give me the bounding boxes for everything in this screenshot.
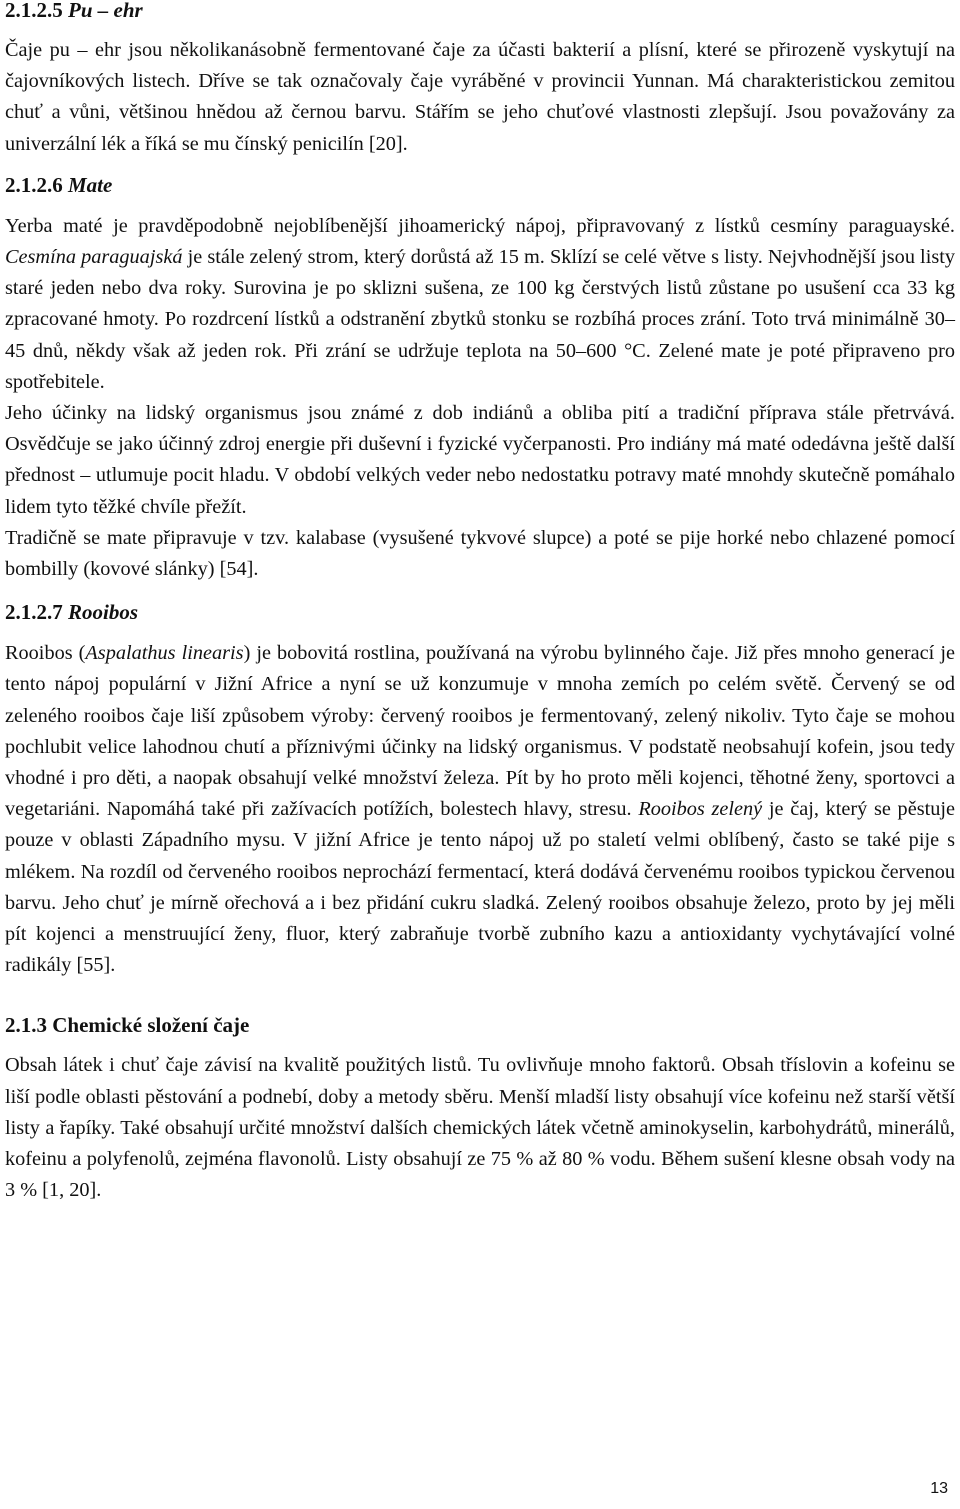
section-title: Mate <box>68 172 113 197</box>
section-heading-puerh <box>5 0 955 24</box>
paragraph-text: je stále zelený strom, který dorůstá až 15 m. Sklízí se celé větve s listy. Nejvhodnější jsou listy staré jeden nebo dva roky. Surovina je po sklizni sušena, ze 100 kg čerstvých listů zůstane po usušení cca 33 kg zpracované hmoty. Po rozdrcení lístků a odstranění zbytků stonku se rozbíhá proces zrání. Toto trvá minimálně 30– 45 dnů, někdy však až jeden rok. Při zrání se udržuje teplota na 50–600 °C. Zelené mate je poté připraveno pro spotřebitele. <box>5 246 955 393</box>
paragraph-text: Rooibos ( <box>5 642 86 665</box>
italic-term: Cesmína paraguajská <box>5 246 183 269</box>
italic-term: Aspalathus linearis <box>85 642 244 665</box>
paragraph-puerh <box>5 35 955 160</box>
paragraph-chem <box>5 1050 955 1206</box>
paragraph-text: ) je bobovitá rostlina, používaná na výrobu bylinného čaje. Již přes mnoho generací je tento nápoj populární v Jižní Africe a nyní se už konzumuje v mnoha zemích po celém světě. Červený se od zeleného rooibos čaje liší způsobem výroby: červený rooibos je fermentovaný, zelený nikoliv. Tyto čaje se mohou pochlubit velice lahodnou chutí a příznivými účinky na lidský organismus. V podstatě neobsahují kofein, jsou tedy vhodné i pro děti, a naopak obsahují velké množství železa. Pít by ho proto měli kojenci, těhotné ženy, sportovci a vegetariáni. Napomáhá také při zažívacích potížích, bolestech hlavy, stresu. <box>5 642 955 821</box>
section-number: 2.1.2.6 <box>5 172 63 197</box>
paragraph-text: Čaje pu – ehr jsou několikanásobně fermentované čaje za účasti bakterií a plísní, které se přirozeně vyskytují na čajovníkových listech. Dříve se tak označovaly čaje vyráběné v provincii Yunnan. Má charakteristickou zemitou chuť a vůni, většinou hnědou až černou barvu. Stářím se jeho chuťové vlastnosti zlepšují. Jsou považovány za univerzální lék a říká se mu čínský penicilín [20]. <box>5 39 955 155</box>
section-heading-mate <box>5 171 955 199</box>
paragraph-text: Obsah látek i chuť čaje závisí na kvalitě použitých listů. Tu ovlivňuje mnoho faktorů. Obsah tříslovin a kofeinu se liší podle oblasti pěstování a podnebí, doby a metody sběru. Menší mladší listy obsahují více kofeinu než starší větší listy a řapíky. Také obsahují určité množství dalších chemických látek včetně aminokyselin, karbohydrátů, minerálů, kofeinu a polyfenolů, zejména flavonolů. Listy obsahují ze 75 % až 80 % vodu. Během sušení klesne obsah vody na 3 % [1, 20]. <box>5 1054 955 1202</box>
section-number: 2.1.2.7 <box>5 600 63 625</box>
paragraph-rooibos <box>5 638 955 981</box>
paragraph-text: Jeho účinky na lidský organismus jsou známé z dob indiánů a obliba pití a tradiční příprava stále přetrvává. Osvědčuje se jako účinný zdroj energie při duševní i fyzické vyčerpanosti. Pro indiány má maté odedávna ještě další přednost – utlumuje pocit hladu. V období velkých veder nebo nedostatku potravy maté mnohdy skutečně pomáhalo lidem tyto těžké chvíle přežít. <box>5 402 955 518</box>
section-number: 2.1.3 <box>5 1013 47 1038</box>
paragraph-mate-2 <box>5 398 955 523</box>
section-number: 2.1.2.5 <box>5 0 63 22</box>
paragraph-text: Tradičně se mate připravuje v tzv. kalabase (vysušené tykvové slupce) a poté se pije horké nebo chlazené pomocí bombilly (kovové slánky) [54]. <box>5 526 955 581</box>
paragraph-text: Yerba maté je pravděpodobně nejoblíbenější jihoamerický nápoj, připravovaný z lístků cesmíny paraguayské. <box>5 214 955 237</box>
paragraph-mate-3 <box>5 523 955 585</box>
section-title: Chemické složení čaje <box>52 1013 250 1038</box>
section-heading-rooibos <box>5 598 955 626</box>
paragraph-text: je čaj, který se pěstuje pouze v oblasti Západního mysu. V jižní Africe je tento nápoj už po staletí velmi oblíbený, často se také pije s mlékem. Na rozdíl od červeného rooibos neprochází fermentací, která dodává červenému rooibos typickou červenou barvu. Jeho chuť je mírně ořechová a i bez přidání cukru sladká. Zelený rooibos obsahuje železo, proto by jej měli pít kojenci a menstruující ženy, fluor, který zabraňuje tvorbě zubního kazu a antioxidanty vychytávající volné radikály [55]. <box>5 798 955 977</box>
paragraph-mate-1 <box>5 211 955 398</box>
page-number: 13 <box>930 1480 948 1497</box>
section-title: Rooibos <box>68 600 139 625</box>
document-page <box>5 0 955 1207</box>
italic-term: Rooibos zelený <box>638 798 763 821</box>
section-heading-chem <box>5 1011 955 1039</box>
section-title: Pu – ehr <box>68 0 143 22</box>
